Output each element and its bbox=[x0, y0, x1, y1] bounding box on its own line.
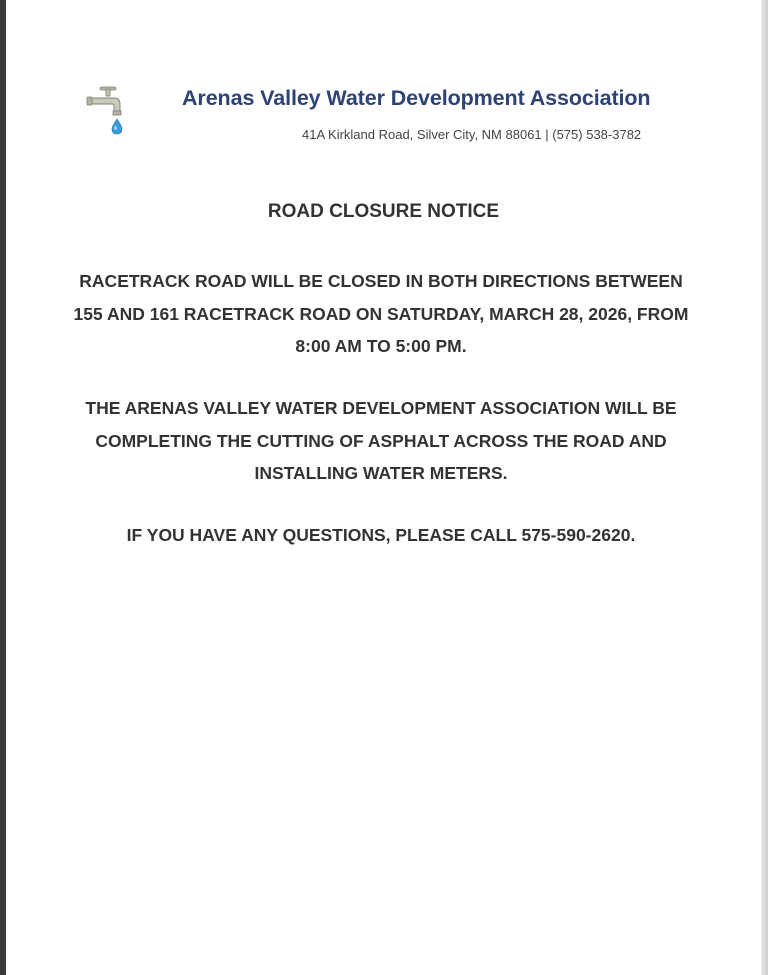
page-edge bbox=[761, 0, 768, 975]
document-page bbox=[6, 0, 762, 975]
notice-paragraph-work: THE ARENAS VALLEY WATER DEVELOPMENT ASSOCIATION WILL BE COMPLETING THE CUTTING OF ASPHALT ACROSS THE ROAD AND INSTALLING WATER METERS. bbox=[85, 398, 677, 483]
notice-title: ROAD CLOSURE NOTICE bbox=[267, 201, 500, 222]
organization-name: Arenas Valley Water Development Association bbox=[182, 86, 651, 110]
notice-paragraph-closure: RACETRACK ROAD WILL BE CLOSED IN BOTH DIRECTIONS BETWEEN 155 AND 161 RACETRACK ROAD ON SATURDAY, MARCH 28, 2026, FROM 8:00 AM TO 5:00 PM. bbox=[73, 271, 689, 356]
organization-address: 41A Kirkland Road, Silver City, NM 88061 | (575) 538-3782 bbox=[302, 127, 642, 142]
notice-paragraph-contact: IF YOU HAVE ANY QUESTIONS, PLEASE CALL 575-590-2620. bbox=[126, 525, 636, 545]
water-faucet-icon bbox=[86, 84, 130, 138]
